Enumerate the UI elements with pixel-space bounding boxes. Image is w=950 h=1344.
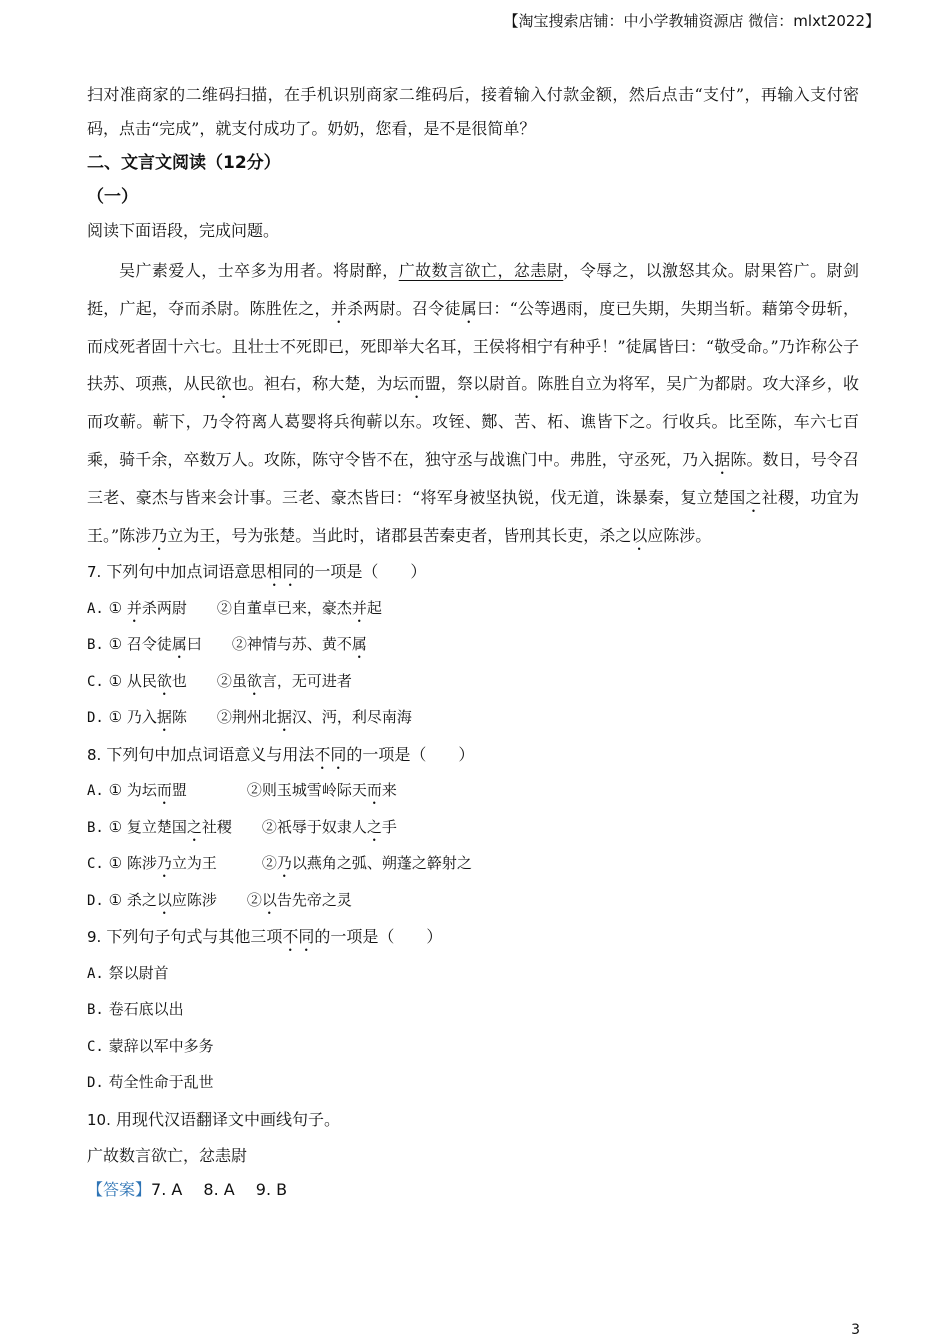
answer-text: 7. A 8. A 9. B <box>151 1179 288 1199</box>
section-title: 二、文言文阅读（12分） <box>87 153 281 173</box>
question-7: 7. 下列句中加点词语意思相同的一项是（ ） <box>87 562 427 582</box>
question-8: 8. 下列句中加点词语意义与用法不同的一项是（ ） <box>87 744 475 764</box>
q7-option-b: B. ① 召令徒属曰 ②神情与苏、黄不属 <box>87 635 367 654</box>
q8-option-c: C. ① 陈涉乃立为王 ②乃以燕角之弧、朔蓬之簳射之 <box>87 854 472 873</box>
subsection-title: （一） <box>87 187 138 207</box>
q7-option-d: D. ① 乃入据陈 ②荆州北据汉、沔，利尽南海 <box>87 708 412 727</box>
question-10: 10. 用现代汉语翻译文中画线句子。 <box>87 1109 340 1129</box>
page-content <box>87 78 859 1206</box>
page-number: 3 <box>851 1322 860 1338</box>
reading-instruction: 阅读下面语段，完成问题。 <box>87 221 280 240</box>
q7-option-a: A. ① 并杀两尉 ②自董卓已来，豪杰并起 <box>87 598 382 617</box>
q8-option-b: B. ① 复立楚国之社稷 ②祇辱于奴隶人之手 <box>87 817 397 836</box>
page-header-banner: 【淘宝搜索店铺：中小学教辅资源店 微信：mlxt2022】 <box>503 12 880 30</box>
q10-sentence: 广故数言欲亡，忿恚尉 <box>87 1146 248 1166</box>
q8-option-d: D. ① 杀之以应陈涉 ②以告先帝之灵 <box>87 890 352 909</box>
q8-option-a: A. ① 为坛而盟 ②则玉城雪岭际天而来 <box>87 781 397 800</box>
intro-paragraph: 扫对准商家的二维码扫描，在手机识别商家二维码后，接着输入付款金额，然后点击“支付”，再输入支付密码，点击“完成”，就支付成功了。奶奶，您看，是不是很简单？ <box>87 85 859 138</box>
q9-option-d: D. 苟全性命于乱世 <box>87 1073 214 1092</box>
q7-option-c: C. ① 从民欲也 ②虽欲言，无可进者 <box>87 671 352 690</box>
answer-line <box>87 1174 859 1206</box>
q9-option-a: A. 祭以尉首 <box>87 963 169 982</box>
question-9: 9. 下列句子句式与其他三项不同的一项是（ ） <box>87 927 443 947</box>
classical-passage: 吴广素爱人，士卒多为用者。将尉醉，广故数言欲亡，忿恚尉，令辱之，以激怒其众。尉果笞广。尉剑挺，广起，夺而杀尉。陈胜佐之，并杀两尉。召令徒属曰：“公等遇雨，度已失期，失期当斩。藉第令毋斩，而戍死者固十六七。且壮士不死即已，死即举大名耳，王侯将相宁有种乎！”徒属皆曰：“敬受命。”乃诈称公子扶苏、项燕，从民欲也。袒右，称大楚，为坛而盟，祭以尉首。陈胜自立为将军，吴广为都尉。攻大泽乡，收而攻蕲。蕲下，乃令符离人葛婴将兵徇蕲以东。攻铚、酂、苦、柘、谯皆下之。行收兵。比至陈，车六七百乘，骑千余，卒数万人。攻陈，陈守令皆不在，独守丞与战谯门中。弗胜，守丞死，乃入据陈。数日，号令召三老、豪杰与皆来会计事。三老、豪杰皆曰：“将军身被坚执锐，伐无道，诛暴秦，复立楚国之社稷，功宜为王。”陈涉乃立为王，号为张楚。当此时，诸郡县苦秦吏者，皆刑其长吏，杀之以应陈涉。 <box>87 261 859 545</box>
q9-option-b: B. 卷石底以出 <box>87 1000 184 1019</box>
underlined-sentence: 广故数言欲亡，忿恚尉 <box>398 261 564 280</box>
q9-option-c: C. 蒙辞以军中多务 <box>87 1036 214 1055</box>
answer-tag: 【答案】 <box>87 1179 152 1199</box>
